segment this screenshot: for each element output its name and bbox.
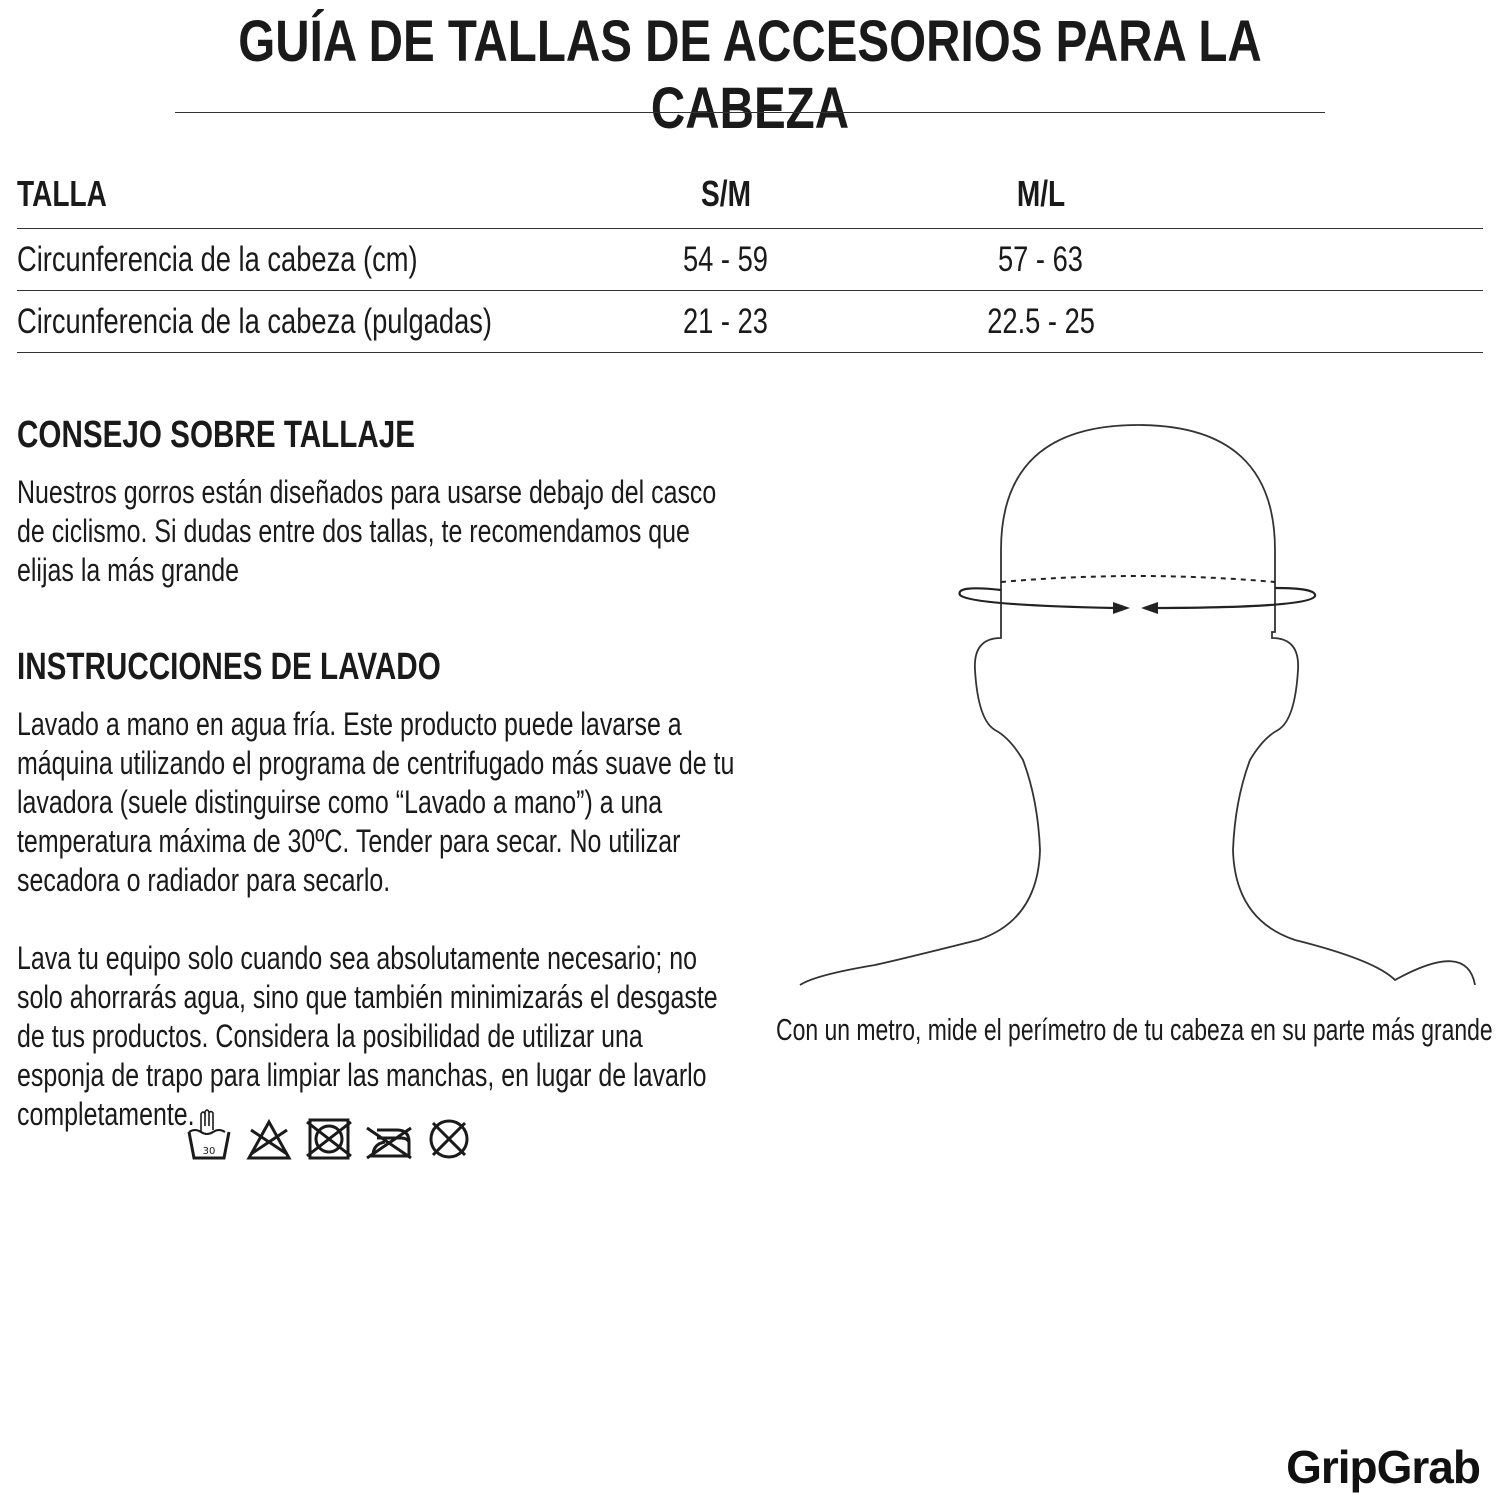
do-not-tumble-dry-icon: [305, 1108, 353, 1166]
header-size: TALLA: [17, 173, 107, 214]
do-not-iron-icon: [365, 1108, 413, 1166]
row-label: Circunferencia de la cabeza (cm): [17, 229, 626, 291]
care-icons: [185, 1108, 473, 1166]
illustration-caption: Con un metro, mide el perímetro de tu cabeza en su parte más grande: [776, 1012, 1493, 1047]
hand-wash-temperature: 30: [202, 1146, 216, 1157]
header-ml: M/L: [1016, 173, 1066, 214]
do-not-bleach-icon: [245, 1108, 293, 1166]
table-row: [17, 229, 1483, 291]
size-table-header: [17, 160, 1483, 229]
washing-heading: INSTRUCCIONES DE LAVADO: [17, 646, 441, 688]
table-row: [17, 291, 1483, 353]
head-measurement-illustration: [795, 420, 1485, 990]
washing-paragraph-2: Lava tu equipo solo cuando sea absolutamente necesario; no solo ahorrarás agua, sino que también minimizarás el desgaste de tus productos. Considera la posibilidad de utilizar una esponja de trapo para limpiar las manchas, en lugar de lavarlo completamente.: [17, 940, 718, 1132]
value-ml: 57 - 63: [826, 229, 1256, 291]
row-label: Circunferencia de la cabeza (pulgadas): [17, 291, 626, 353]
fit-advice-heading: CONSEJO SOBRE TALLAJE: [17, 414, 416, 456]
value-sm: 54 - 59: [626, 229, 826, 291]
brand-logo: GripGrab: [1286, 1441, 1480, 1493]
do-not-dry-clean-icon: [425, 1108, 473, 1166]
hand-wash-30-icon: [185, 1108, 233, 1166]
header-sm: S/M: [700, 173, 751, 214]
value-ml: 22.5 - 25: [826, 291, 1256, 353]
value-sm: 21 - 23: [626, 291, 826, 353]
page-title: GUÍA DE TALLAS DE ACCESORIOS PARA LA CABEZA: [238, 9, 1262, 141]
fit-advice-text: Nuestros gorros están diseñados para usarse debajo del casco de ciclismo. Si dudas entre dos tallas, te recomendamos que elijas la más grande: [17, 474, 717, 588]
title-divider: [175, 112, 1325, 113]
size-table: [17, 160, 1483, 353]
washing-paragraph-1: Lavado a mano en agua fría. Este producto puede lavarse a máquina utilizando el programa de centrifugado más suave de tu lavadora (suele distinguirse como “Lavado a mano”) a una temperatura máxima de 30ºC. Tender para secar. No utilizar secadora o radiador para secarlo.: [17, 706, 735, 898]
